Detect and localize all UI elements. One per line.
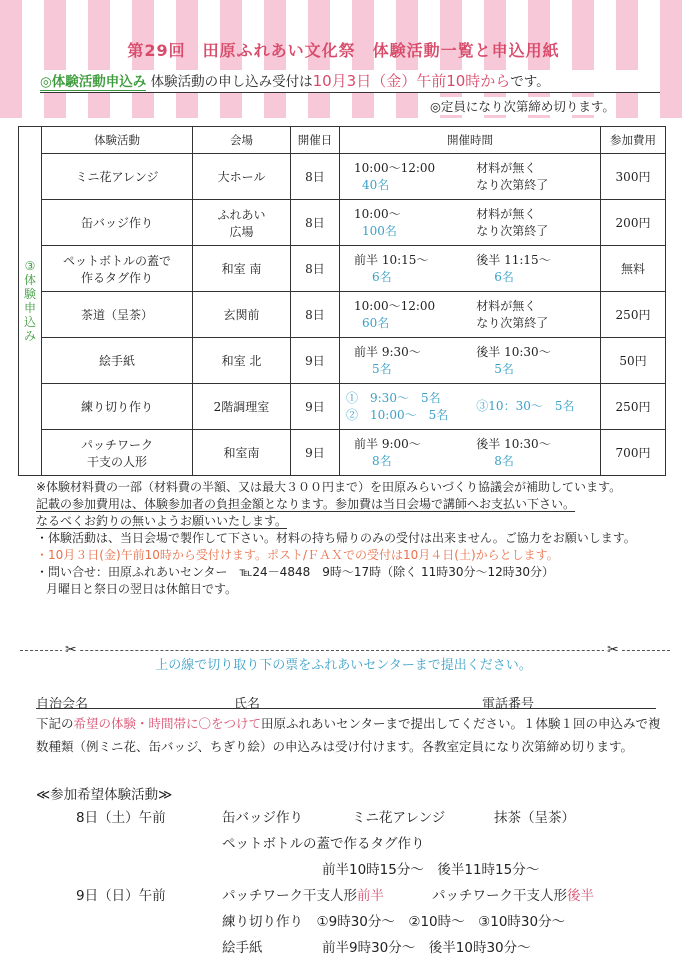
activity-fee: 300円 (601, 154, 666, 200)
table-row (19, 292, 666, 338)
activity-time-1: ① 9:30～ 5名 ② 10:00～ 5名 (340, 384, 477, 430)
table-row (19, 200, 666, 246)
note-reception: ・10月３日(金)午前10時から受付けます。ポスト/ＦＡＸでの受付は10月４日(土)からとします。 (36, 548, 559, 562)
activity-venue: ふれあい 広場 (193, 200, 291, 246)
activity-name: 缶バッジ作り (42, 200, 193, 246)
apply-info-line (40, 70, 660, 93)
label-association: 自治会名 (36, 697, 89, 712)
apply-label: ◎体験活動申込み (40, 74, 147, 90)
option-patchwork-second[interactable]: パッチワーク干支人形後半 (432, 888, 594, 904)
activity-venue: 和室 北 (193, 338, 291, 384)
activity-fee: 無料 (601, 246, 666, 292)
activity-name: ペットボトルの蓋で 作るタグ作り (42, 246, 193, 292)
table-row (19, 338, 666, 384)
activity-name: 茶道（呈茶） (42, 292, 193, 338)
form-entry-line[interactable] (36, 708, 656, 709)
activity-time-2: 材料が無く なり次第終了 (476, 292, 600, 338)
scissors-icon: ✂ (604, 642, 622, 658)
note-change: なるべくお釣りの無いようお願いいたします。 (36, 514, 288, 528)
cut-line (20, 650, 670, 651)
option-etegami-times[interactable]: 前半9時30分～ 後半10時30分～ (322, 940, 531, 956)
option-matcha[interactable]: 抹茶（呈茶） (494, 810, 575, 826)
table-row (19, 246, 666, 292)
activity-time-2: 後半 10:30～ 5名 (476, 338, 600, 384)
header-venue: 会場 (193, 127, 291, 154)
activity-time-2: 材料が無く なり次第終了 (476, 200, 600, 246)
page-title: 第29回 田原ふれあい文化祭 体験活動一覧と申込用紙 (127, 41, 560, 60)
activity-time-1: 10:00～ 100名 (340, 200, 477, 246)
activity-time-1: 10:00～12:00 40名 (340, 154, 477, 200)
activity-day: 8日 (291, 154, 340, 200)
header-activity: 体験活動 (42, 127, 193, 154)
activity-name: 絵手紙 (42, 338, 193, 384)
activity-day: 9日 (291, 430, 340, 476)
activity-venue: 玄関前 (193, 292, 291, 338)
table-row (19, 384, 666, 430)
activity-fee: 250円 (601, 292, 666, 338)
form-intro: 下記の希望の体験・時間帯に〇をつけて田原ふれあいセンターまで提出してください。１体験１回の申込みで複数種類（例ミニ花、缶バッジ、ちぎり絵）の申込みは受け付けます。各教室定員になり次第締め切ります。 (36, 716, 661, 754)
header-fee: 参加費用 (601, 127, 666, 154)
option-can-badge[interactable]: 缶バッジ作り (222, 810, 303, 826)
note-onsite: ・体験活動は、当日会場で製作して下さい。材料の持ち帰りのみの受付は出来ません。ご協力をお願いします。 (36, 531, 636, 545)
note-subsidy: ※体験材料費の一部（材料費の半額、又は最大３００円まで）を田原みらいづくり協議会が補助しています。 (36, 480, 622, 494)
activity-time-1: 前半 9:00～ 8名 (340, 430, 477, 476)
table-header-row (19, 127, 666, 154)
activity-day: 9日 (291, 384, 340, 430)
note-fee: 記載の参加費用は、体験参加者の負担金額となります。参加費は当日会場で講師へお支払い下さい。 (36, 497, 576, 511)
scissors-icon: ✂ (62, 642, 80, 658)
apply-text-pre: 体験活動の申し込み受付は (150, 74, 313, 90)
activity-fee: 200円 (601, 200, 666, 246)
option-mini-flower[interactable]: ミニ花アレンジ (352, 810, 446, 826)
cut-instruction: 上の線で切り取り下の票をふれあいセンターまで提出ください。 (155, 658, 532, 673)
label-name: 氏名 (234, 697, 261, 712)
activity-venue: 大ホール (193, 154, 291, 200)
activity-time-1: 10:00～12:00 60名 (340, 292, 477, 338)
side-label: ③ 体 験 申 込 み (19, 127, 42, 476)
apply-date: 10月3日（金）午前10時から (312, 72, 511, 90)
activity-fee: 50円 (601, 338, 666, 384)
day9-label: 9日（日）午前 (76, 888, 166, 904)
option-nerikiri[interactable]: 練り切り作り ①9時30分～ ②10時～ ③10時30分～ (222, 914, 566, 930)
option-bottle-tag-times[interactable]: 前半10時15分～ 後半11時15分～ (322, 862, 540, 878)
option-patchwork-first[interactable]: パッチワーク干支人形前半 (222, 888, 384, 904)
activity-fee: 700円 (601, 430, 666, 476)
header-time: 開催時間 (340, 127, 601, 154)
activity-time-2: 材料が無く なり次第終了 (476, 154, 600, 200)
activity-table (18, 126, 666, 476)
activity-time-1: 前半 9:30～ 5名 (340, 338, 477, 384)
activity-name: パッチワーク 干支の人形 (42, 430, 193, 476)
activity-name: 練り切り作り (42, 384, 193, 430)
notes-list (36, 479, 666, 598)
activity-name: ミニ花アレンジ (42, 154, 193, 200)
table-row (19, 430, 666, 476)
activity-day: 8日 (291, 200, 340, 246)
activity-time-2: 後半 11:15～ 6名 (476, 246, 600, 292)
activity-venue: 2階調理室 (193, 384, 291, 430)
activity-venue: 和室 南 (193, 246, 291, 292)
header-day: 開催日 (291, 127, 340, 154)
activity-day: 8日 (291, 246, 340, 292)
activity-day: 9日 (291, 338, 340, 384)
note-contact: ・問い合せ：田原ふれあいセンター ℡24－4848 9時～17時（除く 11時30分～12時30分） (36, 565, 555, 579)
activity-time-1: 前半 10:15～ 6名 (340, 246, 477, 292)
activity-time-2: 後半 10:30～ 8名 (476, 430, 600, 476)
activity-fee: 250円 (601, 384, 666, 430)
option-etegami[interactable]: 絵手紙 (222, 940, 263, 956)
deadline-note: ◎定員になり次第締め切ります。 (430, 99, 615, 114)
option-bottle-tag[interactable]: ペットボトルの蓋で作るタグ作り (222, 836, 425, 852)
activity-time-2: ③10：30～ 5名 (476, 384, 600, 430)
label-phone: 電話番号 (482, 697, 535, 712)
apply-text-post: です。 (510, 74, 550, 90)
activity-venue: 和室南 (193, 430, 291, 476)
day8-label: 8日（土）午前 (76, 810, 166, 826)
activity-day: 8日 (291, 292, 340, 338)
hope-title: ≪参加希望体験活動≫ (36, 787, 173, 803)
table-row (19, 154, 666, 200)
note-closed: 月曜日と祭日の翌日は休館日です。 (46, 582, 238, 596)
